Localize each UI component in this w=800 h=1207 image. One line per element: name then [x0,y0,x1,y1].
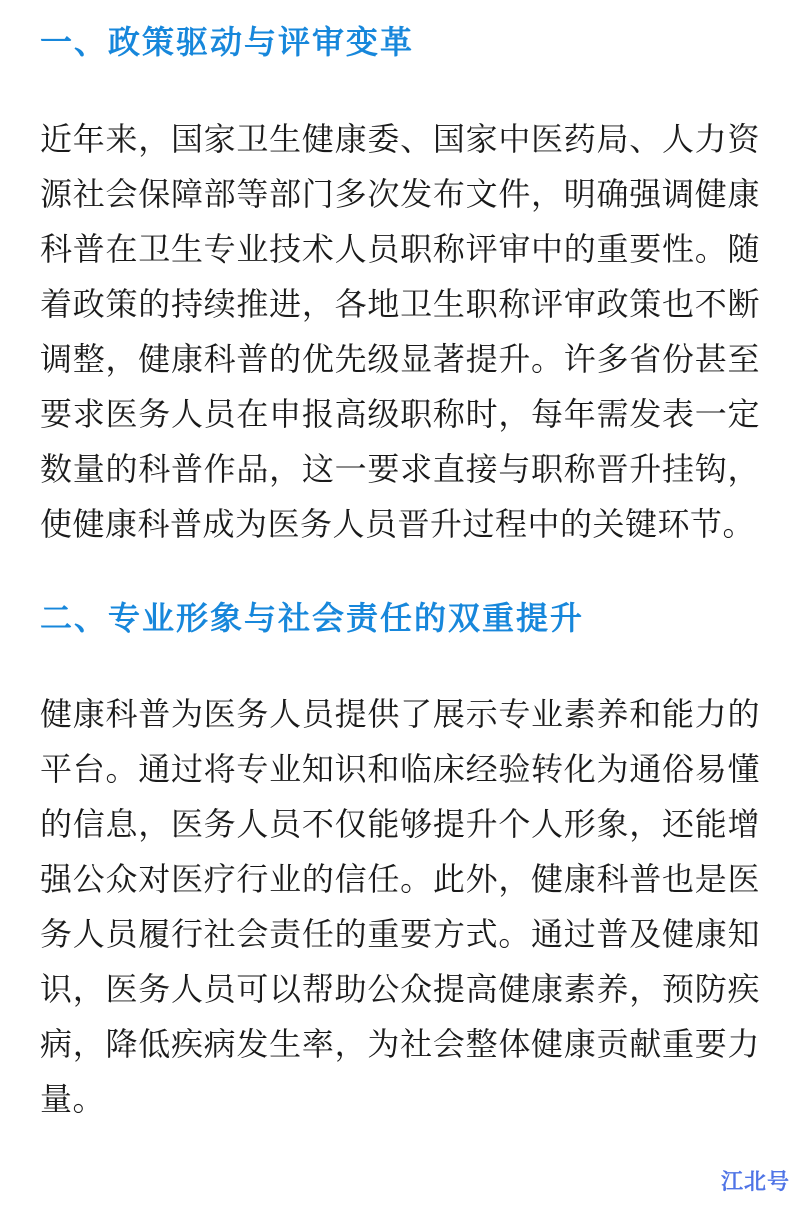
section-2-paragraph: 健康科普为医务人员提供了展示专业素养和能力的平台。通过将专业知识和临床经验转化为通俗易懂的信息，医务人员不仅能够提升个人形象，还能增强公众对医疗行业的信任。此外，健康科普也是医务人员履行社会责任的重要方式。通过普及健康知识，医务人员可以帮助公众提高健康素养，预防疾病，降低疾病发生率，为社会整体健康贡献重要力量。 [40,696,760,1118]
section-policy [40,22,760,552]
section-professional-image [40,598,760,1128]
section-2-heading: 二、专业形象与社会责任的双重提升 [40,599,585,636]
watermark-jiangbeihao: 江北号 [720,1169,790,1194]
section-1-paragraph: 近年来，国家卫生健康委、国家中医药局、人力资源社会保障部等部门多次发布文件，明确强调健康科普在卫生专业技术人员职称评审中的重要性。随着政策的持续推进，各地卫生职称评审政策也不断调整，健康科普的优先级显著提升。许多省份甚至要求医务人员在申报高级职称时，每年需发表一定数量的科普作品，这一要求直接与职称晋升挂钩，使健康科普成为医务人员晋升过程中的关键环节。 [40,120,760,542]
section-1-heading: 一、政策驱动与评审变革 [40,24,415,60]
